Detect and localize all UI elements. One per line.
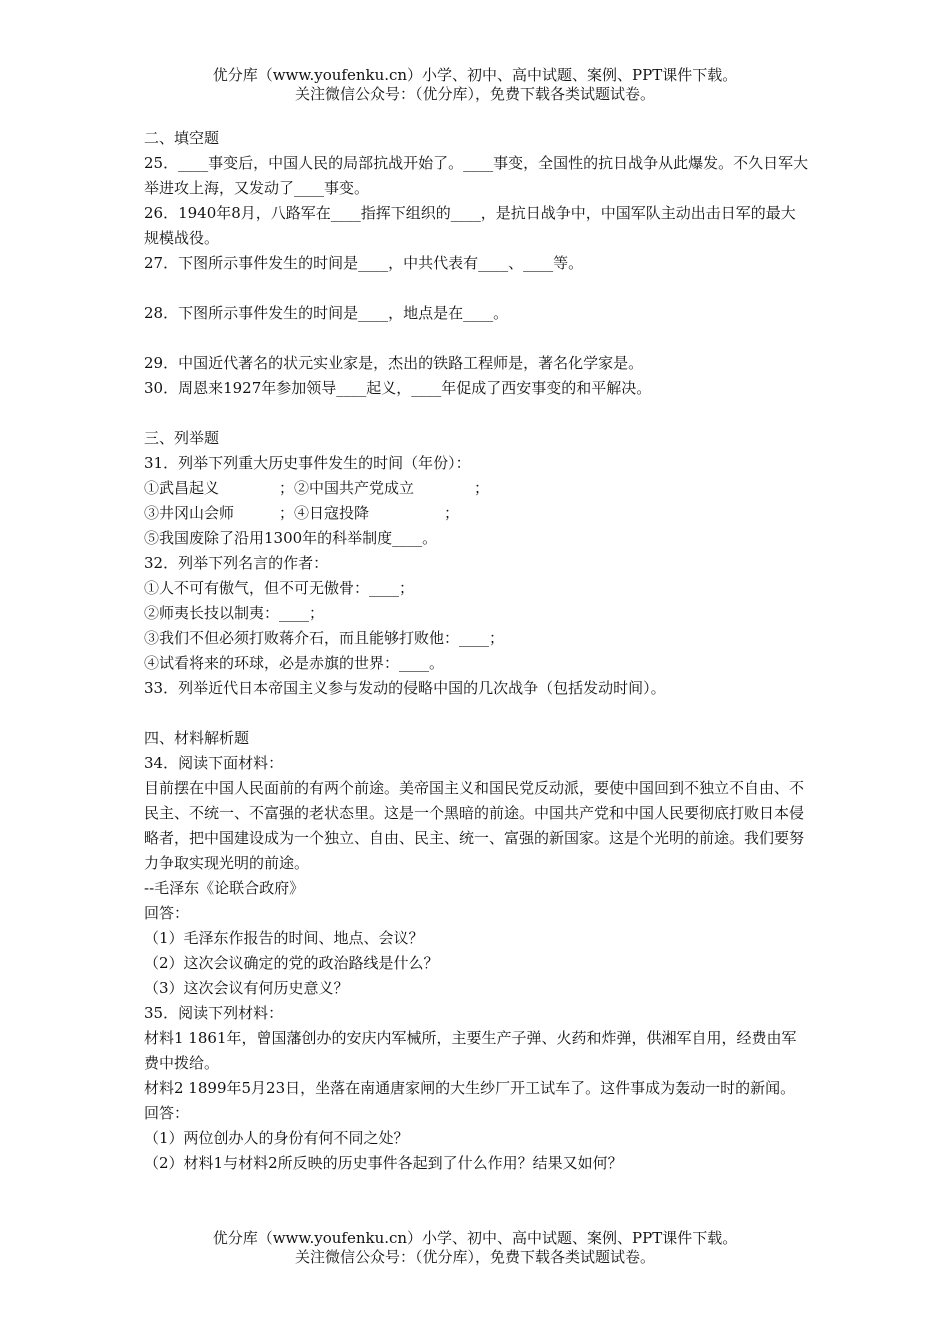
footer-line-1: 优分库（www.youfenku.cn）小学、初中、高中试题、案例、PPT课件下载。	[212, 1229, 738, 1247]
question-34: 34．阅读下面材料：	[144, 754, 284, 772]
question-35-material-2: 材料2 1899年5月23日，坐落在南通唐家闸的大生纱厂开工试车了。这件事成为轰动一时的新闻。	[144, 1079, 796, 1097]
question-29: 29．中国近代著名的状元实业家是，杰出的铁路工程师是，著名化学家是。	[144, 354, 644, 372]
footer-line-2: 关注微信公众号：（优分库），免费下载各类试题试卷。	[294, 1248, 655, 1266]
section-title-material-analysis: 四、材料解析题	[144, 729, 250, 747]
question-34-sub-2: （2）这次会议确定的党的政治路线是什么？	[144, 954, 439, 972]
question-30: 30．周恩来1927年参加领导____起义，____年促成了西安事变的和平解决。	[144, 379, 652, 397]
question-35-answer-label: 回答：	[144, 1104, 190, 1122]
question-35-sub-1: （1）两位创办人的身份有何不同之处？	[144, 1129, 409, 1147]
question-33: 33．列举近代日本帝国主义参与发动的侵略中国的几次战争（包括发动时间）。	[144, 679, 666, 697]
question-32-line-4: ④试看将来的环球，必是赤旗的世界：____。	[144, 654, 445, 672]
question-32: 32．列举下列名言的作者：	[144, 554, 329, 572]
section-title-listing: 三、列举题	[144, 429, 220, 447]
question-34-sub-1: （1）毛泽东作报告的时间、地点、会议？	[144, 929, 424, 947]
page-content	[144, 126, 810, 1176]
question-28: 28．下图所示事件发生的时间是____，地点是在____。	[144, 304, 509, 322]
question-31-line-3: ⑤我国废除了沿用1300年的科举制度____。	[144, 529, 438, 547]
page-footer	[0, 1229, 950, 1267]
section-title-fill-blank: 二、填空题	[144, 129, 220, 147]
question-31-line-1: ①武昌起义 ；②中国共产党成立 ；	[144, 479, 490, 497]
question-34-material: 目前摆在中国人民面前的有两个前途。美帝国主义和国民党反动派，要使中国回到不独立不自由、不民主、不统一、不富强的老状态里。这是一个黑暗的前途。中国共产党和中国人民要彻底打败日本侵略者，把中国建设成为一个独立、自由、民主、统一、富强的新国家。这是个光明的前途。我们要努力争取实现光明的前途。	[144, 779, 805, 872]
header-line-1: 优分库（www.youfenku.cn）小学、初中、高中试题、案例、PPT课件下载。	[212, 66, 738, 84]
header-line-2: 关注微信公众号：（优分库），免费下载各类试题试卷。	[294, 85, 655, 103]
question-32-line-1: ①人不可有傲气，但不可无傲骨：____；	[144, 579, 415, 597]
question-35-material-1: 材料1 1861年，曾国藩创办的安庆内军械所，主要生产子弹、火药和炸弹，供湘军自用，经费由军费中拨给。	[144, 1029, 797, 1072]
question-25: 25．____事变后，中国人民的局部抗战开始了。____事变，全国性的抗日战争从此爆发。不久日军大举进攻上海，又发动了____事变。	[144, 154, 809, 197]
page-header	[0, 66, 950, 104]
question-34-answer-label: 回答：	[144, 904, 190, 922]
question-32-line-2: ②师夷长技以制夷：____；	[144, 604, 325, 622]
question-35-sub-2: （2）材料1与材料2所反映的历史事件各起到了什么作用？结果又如何？	[144, 1154, 623, 1172]
question-32-line-3: ③我们不但必须打败蒋介石，而且能够打败他：____；	[144, 629, 505, 647]
question-34-source: --毛泽东《论联合政府》	[144, 879, 305, 897]
question-27: 27．下图所示事件发生的时间是____，中共代表有____、____等。	[144, 254, 584, 272]
question-26: 26．1940年8月，八路军在____指挥下组织的____，是抗日战争中，中国军队主动出击日军的最大规模战役。	[144, 204, 796, 247]
question-31: 31．列举下列重大历史事件发生的时间（年份）：	[144, 454, 471, 472]
question-31-line-2: ③井冈山会师 ；④日寇投降 ；	[144, 504, 460, 522]
question-35: 35．阅读下列材料：	[144, 1004, 284, 1022]
question-34-sub-3: （3）这次会议有何历史意义？	[144, 979, 349, 997]
